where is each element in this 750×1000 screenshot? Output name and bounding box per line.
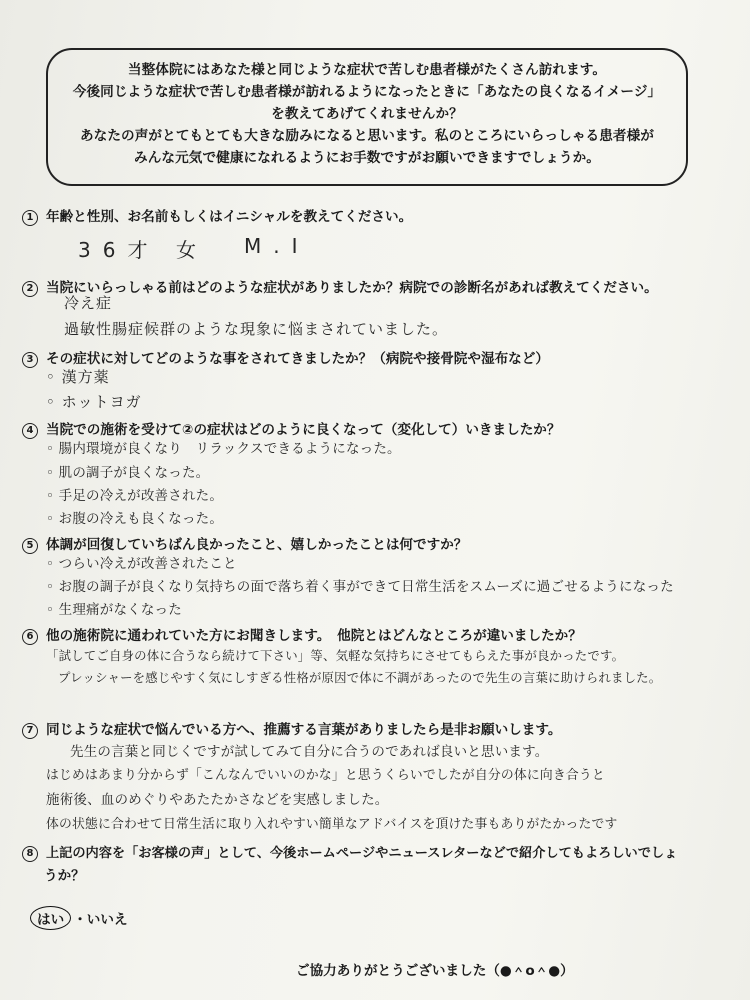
question-text: 年齢と性別、お名前もしくはイニシャルを教えてください。	[46, 209, 413, 225]
question-number: 8	[22, 846, 38, 862]
question-4	[22, 418, 560, 439]
answer-4-item: ◦ 腸内環境が良くなり リラックスできるようになった。	[46, 437, 401, 457]
question-text: 体調が回復していちばん良かったこと、嬉しかったことは何ですか？	[46, 537, 468, 553]
question-5	[22, 533, 467, 554]
answer-7-line: はじめはあまり分からず「こんなんでいいのかな」と思うくらいでしたが自分の体に向き合うと	[46, 768, 605, 783]
question-number: 2	[22, 281, 38, 297]
question-text: 他の施術院に通われていた方にお聞きします。 他院とはどんなところが違いましたか？	[46, 628, 582, 644]
question-number: 3	[22, 352, 38, 368]
answer-sex: 女	[176, 238, 208, 262]
answer-3-item: ◦ ホットヨガ	[46, 391, 142, 412]
consent-choice	[30, 906, 128, 930]
question-text: その症状に対してどのような事をされてきましたか？（病院や接骨院や湿布など）	[46, 351, 549, 367]
question-8	[22, 842, 677, 862]
answer-7-line: 施術後、血のめぐりやあたたかさなどを実感しました。	[46, 792, 389, 808]
intro-line: あなたの声がとてもとても大きな励みになると思います。私のところにいらっしゃる患者様が	[79, 128, 655, 144]
answer-2-line: 冷え症	[64, 294, 113, 312]
answer-7-line: 体の状態に合わせて日常生活に取り入れやすい簡単なアドバイスを頂けた事もありがたかったです	[46, 817, 618, 832]
choice-no[interactable]: いいえ	[86, 912, 128, 928]
question-3	[22, 347, 549, 368]
answer-age: 36才	[78, 238, 160, 262]
intro-box	[46, 48, 688, 186]
question-8-continuation: うか？	[44, 868, 85, 884]
answer-6-line: 「試してご自身の体に合うなら続けて下さい」等、気軽な気持ちにさせてもらえた事が良かったです。	[46, 648, 625, 663]
question-text: 同じような症状で悩んでいる方へ、推薦する言葉がありましたら是非お願いします。	[46, 722, 562, 738]
choice-separator: ・	[73, 912, 87, 928]
answer-2-line: 過敏性腸症候群のような現象に悩まされていました。	[64, 320, 449, 338]
answer-6-line: プレッシャーを感じやすく気にしすぎる性格が原因で体に不調があったので先生の言葉に助けられました。	[58, 670, 662, 685]
question-1	[22, 205, 412, 226]
intro-line: みんな元気で健康になれるようにお手数ですがお願いできますでしょうか。	[134, 150, 600, 166]
question-2	[22, 276, 658, 297]
answer-5-item: ◦ 生理痛がなくなった	[46, 598, 182, 618]
question-number: 6	[22, 629, 38, 645]
answer-4-item: ◦ 手足の冷えが改善された。	[46, 484, 223, 504]
question-number: 4	[22, 423, 38, 439]
answer-initials: M.I	[244, 234, 310, 258]
answer-5-item: ◦ つらい冷えが改善されたこと	[46, 552, 237, 572]
question-text: 上記の内容を「お客様の声」として、今後ホームページやニュースレターなどで紹介してもよろしいでしょ	[46, 846, 678, 861]
answer-4-item: ◦ 肌の調子が良くなった。	[46, 461, 209, 481]
answer-7-line: 先生の言葉と同じくですが試してみて自分に合うのであれば良いと思います。	[70, 744, 549, 760]
question-6	[22, 624, 582, 645]
question-number: 1	[22, 210, 38, 226]
choice-yes-circled[interactable]: はい	[30, 906, 71, 930]
answer-3-item: ◦ 漢方薬	[46, 366, 110, 387]
thanks-message: ご協力ありがとうございました（●＾o＾●）	[296, 963, 574, 979]
intro-line: 当整体院にはあなた様と同じような症状で苦しむ患者様がたくさん訪れます。	[127, 62, 607, 78]
intro-line: 今後同じような症状で苦しむ患者様が訪れるようになったときに「あなたの良くなるイメージ」	[72, 84, 662, 100]
question-text: 当院での施術を受けて②の症状はどのように良くなって（変化して）いきましたか？	[46, 422, 561, 438]
intro-line: を教えてあげてくれませんか？	[271, 106, 463, 122]
question-number: 5	[22, 538, 38, 554]
answer-4-item: ◦ お腹の冷えも良くなった。	[46, 507, 223, 527]
question-7	[22, 718, 561, 739]
question-text: 当院にいらっしゃる前はどのような症状がありましたか？病院での診断名があれば教えてください。	[46, 280, 658, 296]
answer-5-item: ◦ お腹の調子が良くなり気持ちの面で落ち着く事ができて日常生活をスムーズに過ごせるようになった	[46, 575, 674, 595]
question-number: 7	[22, 723, 38, 739]
